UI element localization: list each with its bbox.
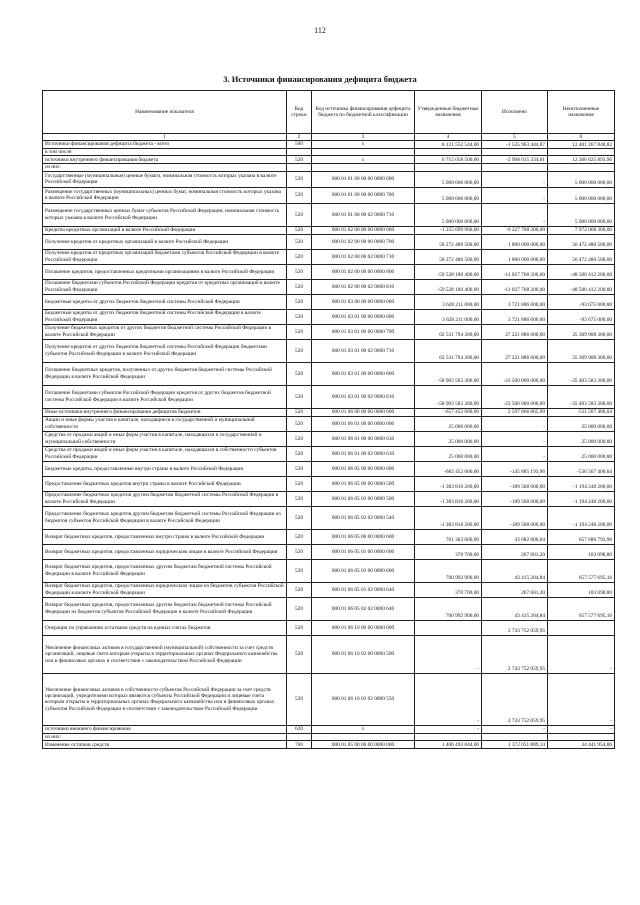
table-row xyxy=(43,446,615,461)
page-number: 112 xyxy=(314,26,326,35)
row-approved: - xyxy=(415,673,482,725)
row-executed: -23 500 000 000,00 xyxy=(482,362,548,385)
header-unexecuted: Неисполненные назначения xyxy=(548,91,615,134)
row-code: 520 xyxy=(287,635,312,673)
row-name: Погашение бюджетами субъектов Российской Федерации кредитов от кредитных организаций в валюте Российской Федерации xyxy=(43,279,287,294)
row-unexecuted xyxy=(548,733,615,740)
row-name: Получение кредитов от кредитных организаций в валюте Российской Федерации xyxy=(43,234,287,249)
row-name: Возврат бюджетных кредитов, предоставленных другим бюджетам бюджетной системы Российской Федерации из бюджетов субъектов Российской Федерации в валюте Российской Федерации xyxy=(43,597,287,620)
header-kbk: Код источника финансирования дефицита бюджета по бюджетной классификации xyxy=(312,91,415,134)
row-unexecuted: -93 675 000,00 xyxy=(548,309,615,324)
row-unexecuted: -1 194 248 200,00 xyxy=(548,476,615,491)
table-row xyxy=(43,506,615,529)
row-code: 520 xyxy=(287,309,312,324)
row-name: Предоставление бюджетных кредитов внутри страны в валюте Российской Федерации xyxy=(43,476,287,491)
row-name: Получение кредитов от других бюджетов бюджетной системы Российской Федерации бюджетами субъектов Российской Федерации в валюте Российской Федерации xyxy=(43,339,287,362)
table-row xyxy=(43,294,615,309)
row-code: 520 xyxy=(287,279,312,294)
row-kbk: 000 01 06 05 02 02 0000 640 xyxy=(312,597,415,620)
row-name: источники внешнего финансирования xyxy=(43,725,287,733)
row-kbk: 000 01 01 00 00 00 0000 000 xyxy=(312,171,415,187)
row-name: Источники финансирования дефицита бюджета - всего xyxy=(43,141,287,149)
row-code: 520 xyxy=(287,362,312,385)
row-name: Увеличение финансовых активов в собственности субъектов Российской Федерации за счет средств организаций, учредителями которых являются субъекты Российской Федерации и лицевые счета которым открыты в территориальных органах Федерального казначейства или в финансовых органах субъектов Российской Федерации в соответствии с законодательством Российской Федерации xyxy=(43,673,287,725)
row-approved: 701 363 600,00 xyxy=(415,529,482,544)
row-name: Операции по управлению остатками средств на единых счетах бюджетов xyxy=(43,620,287,635)
table-row xyxy=(43,741,615,749)
row-kbk: 000 01 02 00 00 02 0000 810 xyxy=(312,279,415,294)
row-kbk: 000 01 02 00 00 00 0000 800 xyxy=(312,264,415,279)
row-kbk: 000 01 03 01 00 00 0000 700 xyxy=(312,324,415,339)
row-approved: 5 000 000 000,00 xyxy=(415,187,482,203)
row-executed: -189 568 000,00 xyxy=(482,491,548,506)
row-name: Размещение государственных ценных бумаг субъектов Российской Федерации, номинальная стоимость которых указана в валюте Российской Федерации xyxy=(43,203,287,226)
table-row xyxy=(43,187,615,203)
row-name: Увеличение финансовых активов в государственной (муниципальной) собственности за счет средств организаций, лицевые счета которым открыты в территориальных органах Федерального казначейства или в финансовых органах в соответствии с законодательством Российской Федерации xyxy=(43,635,287,673)
row-code xyxy=(287,164,312,171)
row-unexecuted xyxy=(548,164,615,171)
header-name: Наименование показателя xyxy=(43,91,287,134)
table-row xyxy=(43,529,615,544)
row-name: Возврат бюджетных кредитов, предоставленных другим бюджетам бюджетной системы Российской Федерации в валюте Российской Федерации xyxy=(43,559,287,582)
row-unexecuted: 12 366 825 893,96 xyxy=(548,156,615,164)
row-code: 520 xyxy=(287,408,312,416)
row-name: Предоставление бюджетных кредитов другим бюджетам бюджетной системы Российской Федерации в валюте Российской Федерации xyxy=(43,491,287,506)
section-title: 3. Источники финансирования дефицита бюджета xyxy=(223,74,417,84)
row-name: из них: xyxy=(43,164,287,171)
row-kbk: 000 01 06 10 02 00 0000 500 xyxy=(312,635,415,673)
row-executed: 43 415 204,84 xyxy=(482,559,548,582)
row-code: 520 xyxy=(287,339,312,362)
table-row xyxy=(43,476,615,491)
row-approved: 58 272 480 500,00 xyxy=(415,249,482,264)
table-row xyxy=(43,164,615,171)
row-executed: -2 908 015 334,01 xyxy=(482,156,548,164)
row-code: 520 xyxy=(287,203,312,226)
row-unexecuted: -35 403 583 300,00 xyxy=(548,385,615,408)
row-executed: 1 372 051 889,14 xyxy=(482,741,548,749)
row-executed: 3 721 886 000,00 xyxy=(482,294,548,309)
row-unexecuted: -511 567 406,04 xyxy=(548,408,615,416)
header-executed: Исполнено xyxy=(482,91,548,134)
row-unexecuted: 657 577 695,16 xyxy=(548,559,615,582)
row-unexecuted: 35 309 908 300,00 xyxy=(548,339,615,362)
row-approved: -59 528 180 400,00 xyxy=(415,264,482,279)
row-unexecuted: -48 500 412 200,00 xyxy=(548,279,615,294)
row-approved: 62 531 794 300,00 xyxy=(415,324,482,339)
row-kbk: x xyxy=(312,725,415,733)
row-executed: - xyxy=(482,446,548,461)
table-row xyxy=(43,491,615,506)
row-approved xyxy=(415,164,482,171)
row-executed xyxy=(482,733,548,740)
row-unexecuted: -536 567 406,04 xyxy=(548,461,615,476)
table-row xyxy=(43,339,615,362)
row-unexecuted: 5 000 000 000,00 xyxy=(548,187,615,203)
row-executed: 3 721 886 000,00 xyxy=(482,309,548,324)
row-code: 520 xyxy=(287,491,312,506)
row-kbk: 000 01 06 05 00 00 0000 500 xyxy=(312,476,415,491)
table-row xyxy=(43,156,615,164)
row-approved: -58 903 583 300,00 xyxy=(415,362,482,385)
row-unexecuted: 25 000 000,00 xyxy=(548,416,615,431)
row-unexecuted: 12 401 267 848,82 xyxy=(548,141,615,149)
row-approved: -657 452 600,00 xyxy=(415,408,482,416)
table-row xyxy=(43,149,615,156)
row-code: 500 xyxy=(287,141,312,149)
row-approved: 3 628 211 000,00 xyxy=(415,294,482,309)
row-kbk: x xyxy=(312,156,415,164)
table-row xyxy=(43,309,615,324)
row-approved: -59 528 180 400,00 xyxy=(415,279,482,294)
row-unexecuted: 103 098,80 xyxy=(548,582,615,597)
row-executed: -1 535 963 444,87 xyxy=(482,141,548,149)
row-executed: - xyxy=(482,171,548,187)
row-code: 520 xyxy=(287,559,312,582)
row-name: Предоставление бюджетных кредитов другим бюджетам бюджетной системы Российской Федерации из бюджетов субъектов Российской Федерации в валюте Российской Федерации xyxy=(43,506,287,529)
row-code: 520 xyxy=(287,171,312,187)
row-executed xyxy=(482,164,548,171)
financing-table xyxy=(42,90,615,749)
row-executed: - xyxy=(482,431,548,446)
row-kbk: 000 01 01 00 00 00 0000 700 xyxy=(312,187,415,203)
row-kbk: 000 01 05 00 00 00 0000 000 xyxy=(312,741,415,749)
row-code: 520 xyxy=(287,187,312,203)
row-executed: - xyxy=(482,203,548,226)
row-executed: 1 800 000 000,00 xyxy=(482,249,548,264)
row-executed: -11 027 768 200,00 xyxy=(482,264,548,279)
table-row xyxy=(43,431,615,446)
table-row xyxy=(43,544,615,559)
table-row xyxy=(43,597,615,620)
table-row xyxy=(43,234,615,249)
row-kbk: 000 01 03 01 00 00 0000 800 xyxy=(312,362,415,385)
column-number-row xyxy=(43,134,615,141)
row-kbk: x xyxy=(312,141,415,149)
table-row xyxy=(43,171,615,187)
table-row xyxy=(43,249,615,264)
row-name: Погашение бюджетами субъектов Российской Федерации кредитов от других бюджетов бюджетной системы Российской Федерации в валюте Российской Федерации xyxy=(43,385,287,408)
row-code: 520 xyxy=(287,226,312,234)
row-kbk: 000 01 06 01 00 00 0000 000 xyxy=(312,416,415,431)
row-name: Кредиты кредитных организаций в валюте Российской Федерации xyxy=(43,226,287,234)
row-approved xyxy=(415,149,482,156)
column-number: 1 xyxy=(43,134,287,141)
header-code: Код строки xyxy=(287,91,312,134)
row-unexecuted: -35 403 583 300,00 xyxy=(548,362,615,385)
row-approved: 6 715 058 500,00 xyxy=(415,156,482,164)
row-code: 520 xyxy=(287,431,312,446)
table-row xyxy=(43,416,615,431)
row-name: Государственные (муниципальные) ценные бумаги, номинальная стоимость которых указана в валюте Российской Федерации xyxy=(43,171,287,187)
row-kbk: 000 01 06 10 00 00 0000 000 xyxy=(312,620,415,635)
row-name: Возврат бюджетных кредитов, предоставленных внутри страны в валюте Российской Федерации xyxy=(43,529,287,544)
row-executed: 2 743 752 059,95 xyxy=(482,673,548,725)
row-unexecuted: 56 472 480 500,00 xyxy=(548,234,615,249)
row-code: 520 xyxy=(287,673,312,725)
row-name: из них: xyxy=(43,733,287,740)
row-name: Средства от продажи акций и иных форм участия в капитале, находящихся в государственной и муниципальной собственности xyxy=(43,431,287,446)
table-body xyxy=(43,141,615,749)
row-code: 520 xyxy=(287,544,312,559)
row-executed: 267 601,20 xyxy=(482,582,548,597)
row-name: Акции и иные формы участия в капитале, находящиеся в государственной и муниципальной собственности xyxy=(43,416,287,431)
row-code: 520 xyxy=(287,476,312,491)
row-kbk: 000 01 06 05 02 02 0000 540 xyxy=(312,506,415,529)
row-kbk: 000 01 06 05 00 00 0000 000 xyxy=(312,461,415,476)
row-unexecuted xyxy=(548,149,615,156)
row-executed: 43 415 204,84 xyxy=(482,597,548,620)
row-executed: -9 227 768 200,00 xyxy=(482,226,548,234)
row-approved: - xyxy=(415,725,482,733)
row-executed: - xyxy=(482,187,548,203)
row-kbk: 000 01 03 01 00 00 0000 000 xyxy=(312,309,415,324)
row-approved: 8 121 552 544,00 xyxy=(415,141,482,149)
row-kbk: 000 01 02 00 00 00 0000 000 xyxy=(312,226,415,234)
table-row xyxy=(43,559,615,582)
row-kbk: 000 01 06 00 00 00 0000 000 xyxy=(312,408,415,416)
row-name: Бюджетные кредиты от других бюджетов бюджетной системы Российской Федерации xyxy=(43,294,287,309)
row-name: Средства от продажи акций и иных форм участия в капитале, находящихся в собственности субъектов Российской Федерации xyxy=(43,446,287,461)
row-unexecuted: 7 972 068 300,00 xyxy=(548,226,615,234)
row-unexecuted: - xyxy=(548,673,615,725)
row-approved xyxy=(415,733,482,740)
row-unexecuted: 25 000 000,00 xyxy=(548,446,615,461)
row-executed: 1 800 000 000,00 xyxy=(482,234,548,249)
row-unexecuted: 657 577 695,16 xyxy=(548,597,615,620)
row-name: Погашение кредитов, предоставленных кредитными организациями в валюте Российской Федерации xyxy=(43,264,287,279)
row-executed: -189 568 000,00 xyxy=(482,476,548,491)
table-row xyxy=(43,279,615,294)
row-unexecuted: -1 194 248 200,00 xyxy=(548,491,615,506)
row-unexecuted: 5 000 000 000,00 xyxy=(548,203,615,226)
table-row xyxy=(43,324,615,339)
row-executed: 27 221 886 000,00 xyxy=(482,324,548,339)
row-unexecuted: -1 194 248 200,00 xyxy=(548,506,615,529)
table-row xyxy=(43,725,615,733)
row-kbk: 000 01 06 01 00 02 0000 630 xyxy=(312,446,415,461)
row-code: 700 xyxy=(287,741,312,749)
row-kbk: 000 01 03 01 00 02 0000 710 xyxy=(312,339,415,362)
row-executed: -11 027 768 200,00 xyxy=(482,279,548,294)
row-code: 520 xyxy=(287,249,312,264)
row-approved xyxy=(415,620,482,635)
row-unexecuted: - xyxy=(548,725,615,733)
header-approved: Утвержденные бюджетные назначения xyxy=(415,91,482,134)
row-code: 520 xyxy=(287,446,312,461)
row-approved: 25 000 000,00 xyxy=(415,416,482,431)
table-row xyxy=(43,385,615,408)
row-kbk: 000 01 01 00 00 02 0000 710 xyxy=(312,203,415,226)
row-name: Возврат бюджетных кредитов, предоставленных юридическим лицам из бюджетов субъектов Российской Федерации в валюте Российской Федерации xyxy=(43,582,287,597)
row-unexecuted: 657 680 793,96 xyxy=(548,529,615,544)
row-approved: 25 000 000,00 xyxy=(415,431,482,446)
table-row xyxy=(43,408,615,416)
row-code xyxy=(287,149,312,156)
row-name: Размещение государственных (муниципальных) ценных бумаг, номинальная стоимость которых указана в валюте Российской Федерации xyxy=(43,187,287,203)
table-row xyxy=(43,582,615,597)
row-name: Погашение бюджетных кредитов, полученных от других бюджетов бюджетной системы Российской Федерации в валюте Российской Федерации xyxy=(43,362,287,385)
row-kbk: 000 01 06 05 01 00 0000 600 xyxy=(312,544,415,559)
table-row xyxy=(43,635,615,673)
row-executed: 267 601,20 xyxy=(482,544,548,559)
row-approved: -1 383 816 200,00 xyxy=(415,491,482,506)
column-number: 3 xyxy=(312,134,415,141)
row-unexecuted: 25 000 000,00 xyxy=(548,431,615,446)
row-code: 520 xyxy=(287,506,312,529)
row-approved: -58 903 583 300,00 xyxy=(415,385,482,408)
row-approved: 1 406 493 844,00 xyxy=(415,741,482,749)
row-unexecuted: -93 675 000,00 xyxy=(548,294,615,309)
table-row xyxy=(43,141,615,149)
row-approved: -1 255 699 900,00 xyxy=(415,226,482,234)
row-kbk xyxy=(312,164,415,171)
table-row xyxy=(43,620,615,635)
row-code: 520 xyxy=(287,234,312,249)
table-row xyxy=(43,673,615,725)
row-code: 620 xyxy=(287,725,312,733)
row-name: Возврат бюджетных кредитов, предоставленных юридическим лицам в валюте Российской Федерации xyxy=(43,544,287,559)
row-kbk: 000 01 06 01 00 00 0000 630 xyxy=(312,431,415,446)
row-kbk: 000 01 03 00 00 00 0000 000 xyxy=(312,294,415,309)
row-code xyxy=(287,733,312,740)
table-row xyxy=(43,733,615,740)
row-approved: 3 628 211 000,00 xyxy=(415,309,482,324)
row-approved: 700 992 900,00 xyxy=(415,559,482,582)
row-executed: 43 682 806,04 xyxy=(482,529,548,544)
row-unexecuted: - xyxy=(548,635,615,673)
row-approved: - xyxy=(415,635,482,673)
table-row xyxy=(43,362,615,385)
row-kbk: 000 01 06 05 01 02 0000 640 xyxy=(312,582,415,597)
row-kbk: 000 01 02 00 00 02 0000 710 xyxy=(312,249,415,264)
row-name: Получение кредитов от кредитных организаций бюджетами субъектов Российской Федерации в валюте Российской Федерации xyxy=(43,249,287,264)
row-code: 520 xyxy=(287,529,312,544)
column-number: 4 xyxy=(415,134,482,141)
row-kbk: 000 01 02 00 00 00 0000 700 xyxy=(312,234,415,249)
row-approved: 370 700,00 xyxy=(415,544,482,559)
row-unexecuted: 5 000 000 000,00 xyxy=(548,171,615,187)
row-executed: -145 885 193,96 xyxy=(482,461,548,476)
row-executed: - xyxy=(482,416,548,431)
row-code: 520 xyxy=(287,416,312,431)
row-unexecuted: 56 472 480 500,00 xyxy=(548,249,615,264)
column-number: 5 xyxy=(482,134,548,141)
row-code: 520 xyxy=(287,582,312,597)
row-name: источники внутреннего финансирования бюджета xyxy=(43,156,287,164)
row-approved: -1 383 816 200,00 xyxy=(415,476,482,491)
row-code: 520 xyxy=(287,597,312,620)
row-executed xyxy=(482,149,548,156)
row-unexecuted: -48 500 412 200,00 xyxy=(548,264,615,279)
row-approved: 5 000 000 000,00 xyxy=(415,171,482,187)
column-number: 6 xyxy=(548,134,615,141)
row-code: 520 xyxy=(287,385,312,408)
row-name: Бюджетные кредиты, предоставленные внутри страны в валюте Российской Федерации xyxy=(43,461,287,476)
row-code: 520 xyxy=(287,264,312,279)
row-code: 520 xyxy=(287,620,312,635)
row-kbk: 000 01 06 05 02 00 0000 600 xyxy=(312,559,415,582)
row-unexecuted: 34 441 954,86 xyxy=(548,741,615,749)
row-executed: -23 500 000 000,00 xyxy=(482,385,548,408)
table-header-row xyxy=(43,91,615,134)
row-kbk: 000 01 06 05 02 00 0000 500 xyxy=(312,491,415,506)
row-approved: 25 000 000,00 xyxy=(415,446,482,461)
row-approved: 62 531 794 300,00 xyxy=(415,339,482,362)
row-unexecuted: 103 098,80 xyxy=(548,544,615,559)
table-row xyxy=(43,203,615,226)
column-number: 2 xyxy=(287,134,312,141)
row-code: 520 xyxy=(287,156,312,164)
row-name: Получение бюджетных кредитов от других бюджетов бюджетной системы Российской Федерации в валюте Российской Федерации xyxy=(43,324,287,339)
row-approved: 5 000 000 000,00 xyxy=(415,203,482,226)
row-code: 520 xyxy=(287,294,312,309)
row-approved: -682 452 600,00 xyxy=(415,461,482,476)
row-unexecuted xyxy=(548,620,615,635)
row-executed: 27 221 886 000,00 xyxy=(482,339,548,362)
row-name: в том числе: xyxy=(43,149,287,156)
row-name: Иные источники внутреннего финансирования дефицитов бюджетов xyxy=(43,408,287,416)
row-kbk: 000 01 03 01 00 02 0000 810 xyxy=(312,385,415,408)
row-name: Бюджетные кредиты от других бюджетов бюджетной системы Российской Федерации в валюте Российской Федерации xyxy=(43,309,287,324)
table-row xyxy=(43,264,615,279)
row-approved: 700 992 900,00 xyxy=(415,597,482,620)
table-row xyxy=(43,461,615,476)
row-code: 520 xyxy=(287,324,312,339)
row-kbk: 000 01 06 05 00 00 0000 600 xyxy=(312,529,415,544)
row-unexecuted: 35 309 908 300,00 xyxy=(548,324,615,339)
row-approved: -1 383 816 200,00 xyxy=(415,506,482,529)
row-executed: - xyxy=(482,725,548,733)
row-approved: 58 272 480 500,00 xyxy=(415,234,482,249)
row-executed: -189 568 000,00 xyxy=(482,506,548,529)
row-kbk: 000 01 06 10 02 02 0000 550 xyxy=(312,673,415,725)
row-name: Изменение остатков средств xyxy=(43,741,287,749)
row-code: 520 xyxy=(287,461,312,476)
row-kbk xyxy=(312,149,415,156)
row-executed: 2 743 752 059,95 xyxy=(482,620,548,635)
row-approved: 370 700,00 xyxy=(415,582,482,597)
row-executed: 2 743 752 059,95 xyxy=(482,635,548,673)
row-executed: 2 597 866 865,99 xyxy=(482,408,548,416)
row-kbk xyxy=(312,733,415,740)
table-row xyxy=(43,226,615,234)
